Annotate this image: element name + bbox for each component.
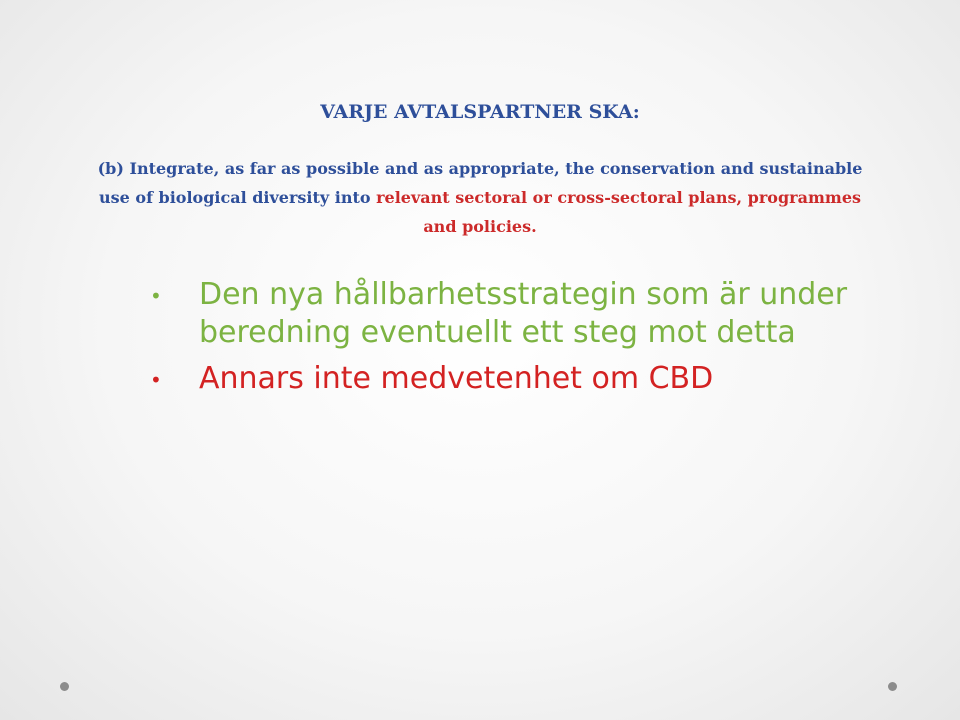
bullet-text: Den nya hållbarhetsstrategin som är under beredning eventuellt ett steg mot detta bbox=[199, 277, 848, 350]
quote-part-normal: (b) Integrate, as far as possible and as appropriate, the conservation and sustainable use of biological diversity into bbox=[97, 159, 863, 207]
bullet-list bbox=[150, 276, 850, 406]
quote-part-highlight: relevant sectoral or cross-sectoral plans, programmes and policies. bbox=[376, 188, 861, 236]
corner-dot-icon bbox=[60, 682, 69, 691]
slide-heading: VARJE AVTALSPARTNER SKA: bbox=[320, 101, 640, 123]
quote-text bbox=[90, 154, 870, 241]
bullet-dot-icon: • bbox=[150, 368, 162, 392]
bullet-dot-icon: • bbox=[150, 284, 162, 308]
bullet-item-strategy bbox=[150, 276, 850, 352]
corner-dot-icon bbox=[888, 682, 897, 691]
bullet-item-cbd bbox=[150, 360, 850, 398]
bullet-text: Annars inte medvetenhet om CBD bbox=[199, 361, 714, 396]
